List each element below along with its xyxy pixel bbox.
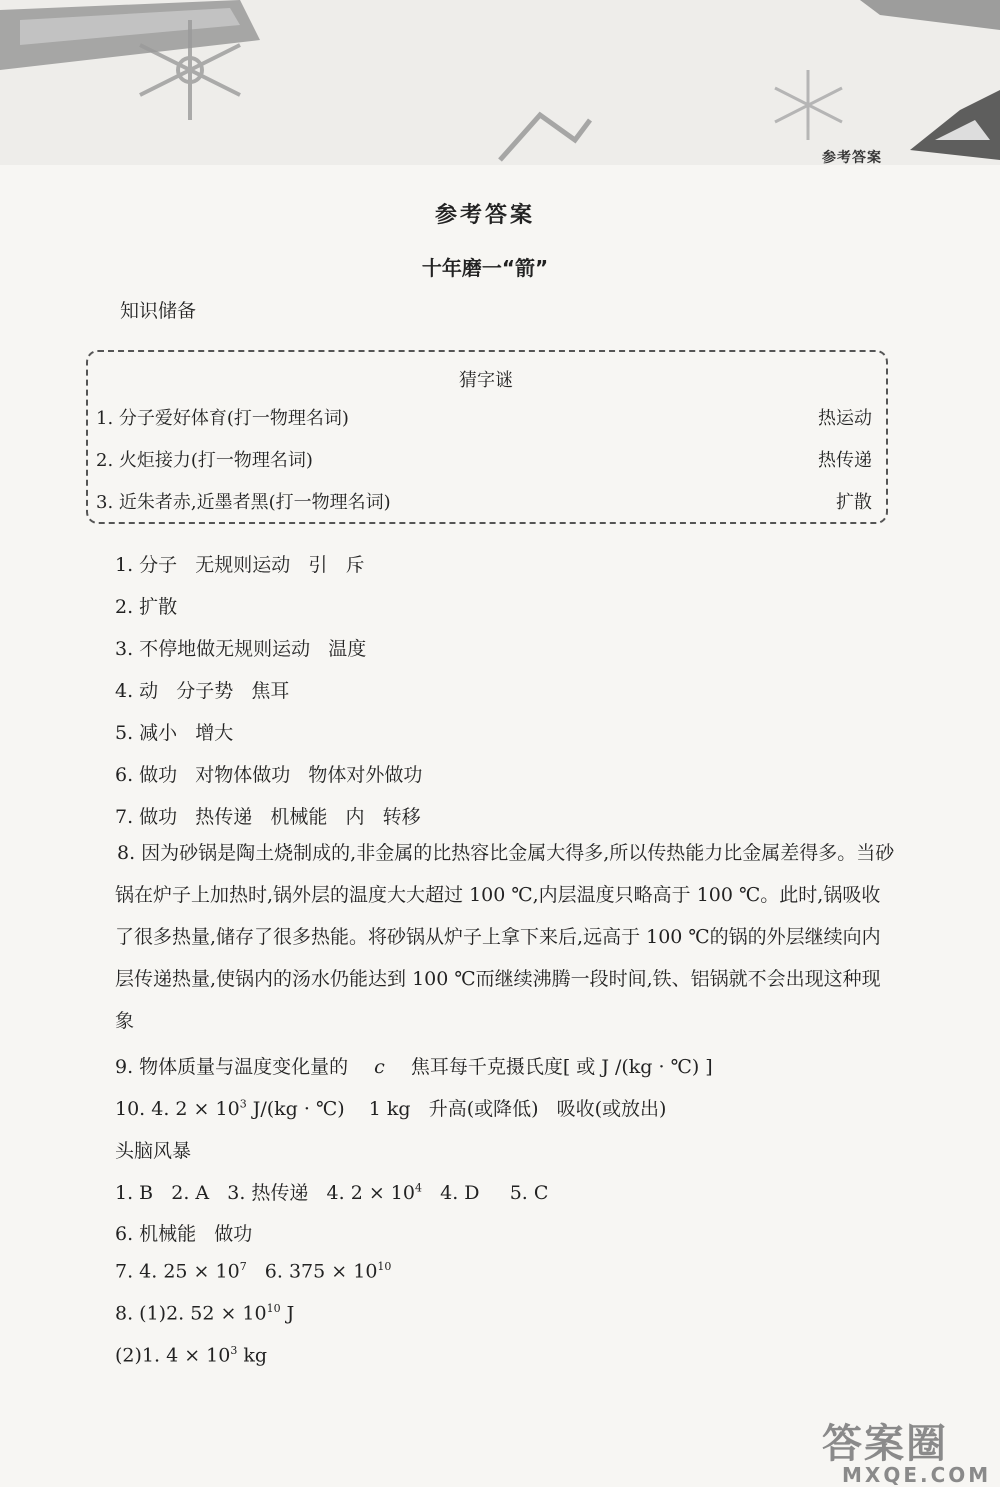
- brainstorm-line-8-2: [115, 1344, 267, 1366]
- answer-9-symbol: c: [374, 1056, 385, 1078]
- answer-line: 2. 扩散: [115, 596, 178, 618]
- brainstorm-line-6: 6. 机械能 做功: [115, 1223, 253, 1245]
- brainstorm-7-a-exponent: 7: [239, 1260, 247, 1273]
- snowflake-header-decoration: [0, 0, 1000, 170]
- answer-line-10: [115, 1094, 666, 1121]
- answer-10-suffix: J/(kg · ℃) 1 kg 升高(或降低) 吸收(或放出): [246, 1098, 667, 1120]
- brainstorm-8-exponent: 10: [266, 1302, 281, 1315]
- riddle-question: 1. 分子爱好体育(打一物理名词): [96, 408, 349, 429]
- riddle-answer: 扩散: [836, 492, 872, 513]
- riddle-title: 猜字谜: [459, 370, 513, 391]
- riddle-row: [96, 446, 872, 472]
- brainstorm-1-prefix: 1. B 2. A 3. 热传递 4. 2 × 10: [115, 1182, 415, 1204]
- answer-paragraph-8: 8. 因为砂锅是陶土烧制成的,非金属的比热容比金属大得多,所以传热能力比金属差得多。当砂锅在炉子上加热时,锅外层的温度大大超过 100 ℃,内层温度只略高于 100 ℃。此时,锅吸收了很多热量,储存了很多热能。将砂锅从炉子上拿下来后,远高于 100 ℃的锅的外层继续向内层传递热量,使锅内的汤水仍能达到 100 ℃而继续沸腾一段时间,铁、铝锅就不会出现这种现象: [115, 842, 895, 1032]
- answer-line: 5. 减小 增大: [115, 722, 234, 744]
- watermark-text: 答案圈: [822, 1421, 948, 1467]
- answer-10-exponent: 3: [239, 1097, 247, 1111]
- answer-9-suffix: 焦耳每千克摄氏度[ 或 J /(kg · ℃) ]: [410, 1056, 713, 1078]
- brainstorm-8-prefix: 8. (1)2. 52 × 10: [115, 1302, 267, 1325]
- brainstorm-8-2-suffix: kg: [237, 1344, 268, 1367]
- watermark-logo: [822, 1412, 991, 1487]
- riddle-answer: 热传递: [818, 450, 872, 471]
- riddle-row: [96, 404, 872, 430]
- answer-line: 3. 不停地做无规则运动 温度: [115, 638, 367, 660]
- brainstorm-8-2-prefix: (2)1. 4 × 10: [115, 1344, 231, 1367]
- brainstorm-1-exponent: 4: [414, 1181, 422, 1195]
- brainstorm-8-suffix: J: [280, 1302, 295, 1325]
- answer-9-prefix: 9. 物体质量与温度变化量的: [115, 1056, 349, 1078]
- watermark-url: MXQE.COM: [842, 1463, 992, 1487]
- riddle-row: [96, 488, 872, 514]
- answer-line: 4. 动 分子势 焦耳: [115, 680, 290, 702]
- brainstorm-7-b: 6. 375 × 10: [246, 1260, 378, 1283]
- brainstorm-7-b-exponent: 10: [377, 1260, 392, 1273]
- brainstorm-line-7: [115, 1260, 391, 1282]
- corner-label: 参考答案: [822, 150, 882, 166]
- riddle-question: 3. 近朱者赤,近墨者黑(打一物理名词): [96, 492, 391, 513]
- answer-10-prefix: 10. 4. 2 × 10: [115, 1098, 240, 1120]
- brainstorm-7-a: 7. 4. 25 × 10: [115, 1260, 240, 1283]
- riddle-question: 2. 火炬接力(打一物理名词): [96, 450, 313, 471]
- brainstorm-1-suffix: 4. D 5. C: [421, 1182, 549, 1204]
- answer-line: 1. 分子 无规则运动 引 斥: [115, 554, 365, 576]
- page-title: 参考答案: [434, 203, 535, 228]
- answer-line: 6. 做功 对物体做功 物体对外做功: [115, 764, 423, 786]
- brainstorm-line-1: [115, 1178, 548, 1205]
- brainstorm-line-8: [115, 1302, 294, 1324]
- riddle-answer: 热运动: [818, 408, 872, 429]
- section-heading-knowledge: 知识储备: [120, 300, 197, 322]
- brainstorm-8-2-exponent: 3: [230, 1344, 238, 1357]
- answer-line-9: [115, 1052, 713, 1079]
- answer-line: 7. 做功 热传递 机械能 内 转移: [115, 806, 421, 828]
- page-subtitle: 十年磨一“箭”: [421, 256, 549, 280]
- section-heading-brainstorm: 头脑风暴: [115, 1140, 192, 1162]
